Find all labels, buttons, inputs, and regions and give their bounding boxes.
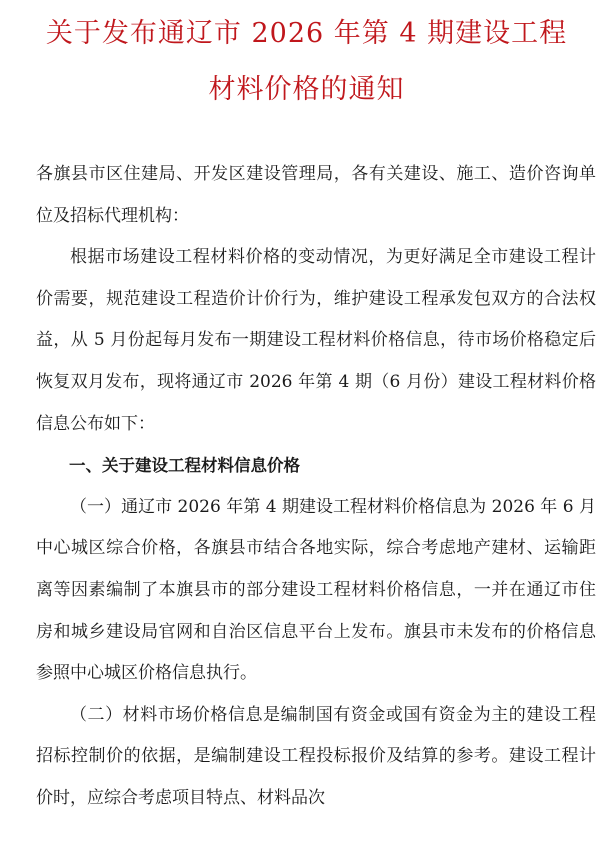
document-title-line-1: 关于发布通辽市 2026 年第 4 期建设工程 [45, 18, 568, 49]
paragraph-intro: 根据市场建设工程材料价格的变动情况，为更好满足全市建设工程计价需要，规范建设工程造价计价行为，维护建设工程承发包双方的合法权益，从 5 月份起每月发布一期建设工程材料价格信息，待市场价格稳定后恢复双月发布，现将通辽市 2026 年第 4 期（6 月份）建设工程材料价格信息公布如下： [36, 247, 596, 434]
paragraph-item-1: （一）通辽市 2026 年第 4 期建设工程材料价格信息为 2026 年 6 月中心城区综合价格，各旗县市结合各地实际，综合考虑地产建材、运输距离等因素编制了本旗县市的部分建设工程材料价格信息，一并在通辽市住房和城乡建设局官网和自治区信息平台上发布。旗县市未发布的价格信息参照中心城区价格信息执行。 [36, 496, 596, 684]
document-title-line-2: 材料价格的通知 [208, 74, 405, 105]
salutation: 各旗县市区住建局、开发区建设管理局，各有关建设、施工、造价咨询单位及招标代理机构： [36, 164, 596, 226]
section-heading-1: 一、关于建设工程材料信息价格 [69, 456, 300, 476]
document-body [36, 154, 596, 820]
paragraph-item-2: （二）材料市场价格信息是编制国有资金或国有资金为主的建设工程招标控制价的依据，是编制建设工程投标报价及结算的参考。建设工程计价时，应综合考虑项目特点、材料品次 [36, 704, 596, 808]
